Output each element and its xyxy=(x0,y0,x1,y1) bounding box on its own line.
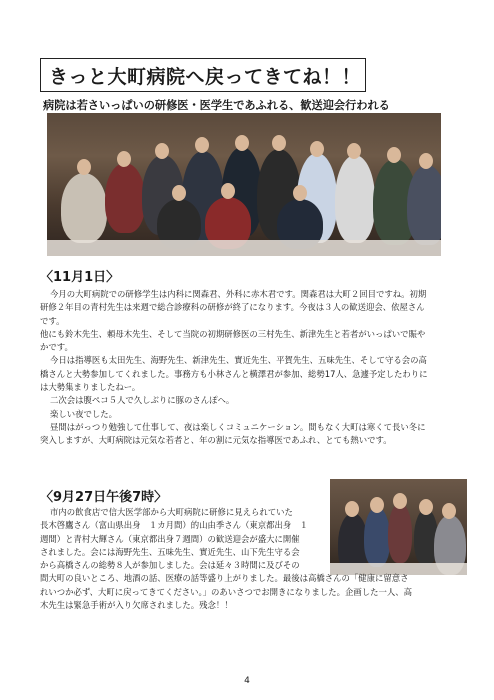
paragraph-line: 週間）と青村大輝さん（東京都出身７週間）の歓送迎会が盛大に開催 xyxy=(40,533,300,544)
paragraph-line: 今日は指導医も太田先生、海野先生、新津先生、實近先生、平賀先生、五味先生、そして守る会の高 xyxy=(50,355,427,366)
section-sep27-body xyxy=(40,506,412,612)
paragraph-line: 橋さんと大勢参加してくれました。事務方も小林さんと横澤君が参加、総勢17人、急遽予定したわりに xyxy=(40,368,428,379)
paragraph-line: 研修２年目の青村先生は来週で総合診療科の研修が終了になります。今夜は３人の歓送迎会、依屋さん xyxy=(40,302,425,313)
paragraph-line: かです。 xyxy=(40,342,73,353)
paragraph-line: 楽しい夜でした。 xyxy=(50,408,117,419)
paragraph-line: 突入しますが、大町病院は元気な若者と、年の割に元気な指導医であふれ、とても熱いです。 xyxy=(40,435,392,446)
paragraph-line: 市内の飲食店で信大医学部から大町病院に研修に見えられていた xyxy=(50,507,293,517)
article-subtitle: 病院は若さいっぱいの研修医・医学生であふれる、歓送迎会行われる xyxy=(43,99,390,112)
paragraph-line: 今月の大町病院での研修学生は内科に関森君、外科に赤木君です。関森君は大町２回目ですね。初期 xyxy=(50,289,427,299)
paragraph-line: から高橋さんの総勢８人が参加しました。会は延々３時間に及びその xyxy=(40,560,300,571)
section-heading-nov1: 〈11月1日〉 xyxy=(40,270,120,285)
paragraph-line: は大勢集まりましたねー。 xyxy=(40,382,141,393)
paragraph-line: 長木啓鷹さん（富山県出身 １カ月間）的山由季さん（東京都出身 １ xyxy=(40,520,308,531)
paragraph-line: 他にも鈴木先生、頼母木先生、そして当院の初期研修医の三村先生、新津先生と若者がいっぱいで賑や xyxy=(40,328,426,339)
table-foreground xyxy=(47,240,441,256)
paragraph-line: 間大町の良いところ、地酒の話、医療の話等盛り上がりました。最後は高橋さんの「健康に留意さ xyxy=(40,573,409,584)
group-photo-1 xyxy=(47,113,441,256)
page-number: 4 xyxy=(244,676,250,686)
paragraph-line: です。 xyxy=(40,315,65,326)
paragraph-line: 二次会は腹ペコ５人で久しぶりに豚のさんぽへ。 xyxy=(50,395,235,406)
paragraph-line: 木先生は緊急手術が入り欠席されました。残念！！ xyxy=(40,600,233,611)
article-title-box xyxy=(40,58,366,92)
paragraph-line: されました。会には海野先生、五味先生、實近先生、山下先生守る会 xyxy=(40,546,300,557)
article-title: きっと大町病院へ戻ってきてね！！ xyxy=(49,65,362,88)
paragraph-line: れいつか必ず、大町に戻ってきてください。」のあいさつでお開きになりました。企画した一人、高 xyxy=(40,586,413,597)
paragraph-line: 昼間はがっつり勉強して仕事して、夜は楽しくコミュニケーション。間もなく大町は寒くて長い冬に xyxy=(50,421,426,432)
section-heading-sep27: 〈9月27日午後7時〉 xyxy=(40,490,168,505)
section-nov1-body xyxy=(40,288,428,448)
